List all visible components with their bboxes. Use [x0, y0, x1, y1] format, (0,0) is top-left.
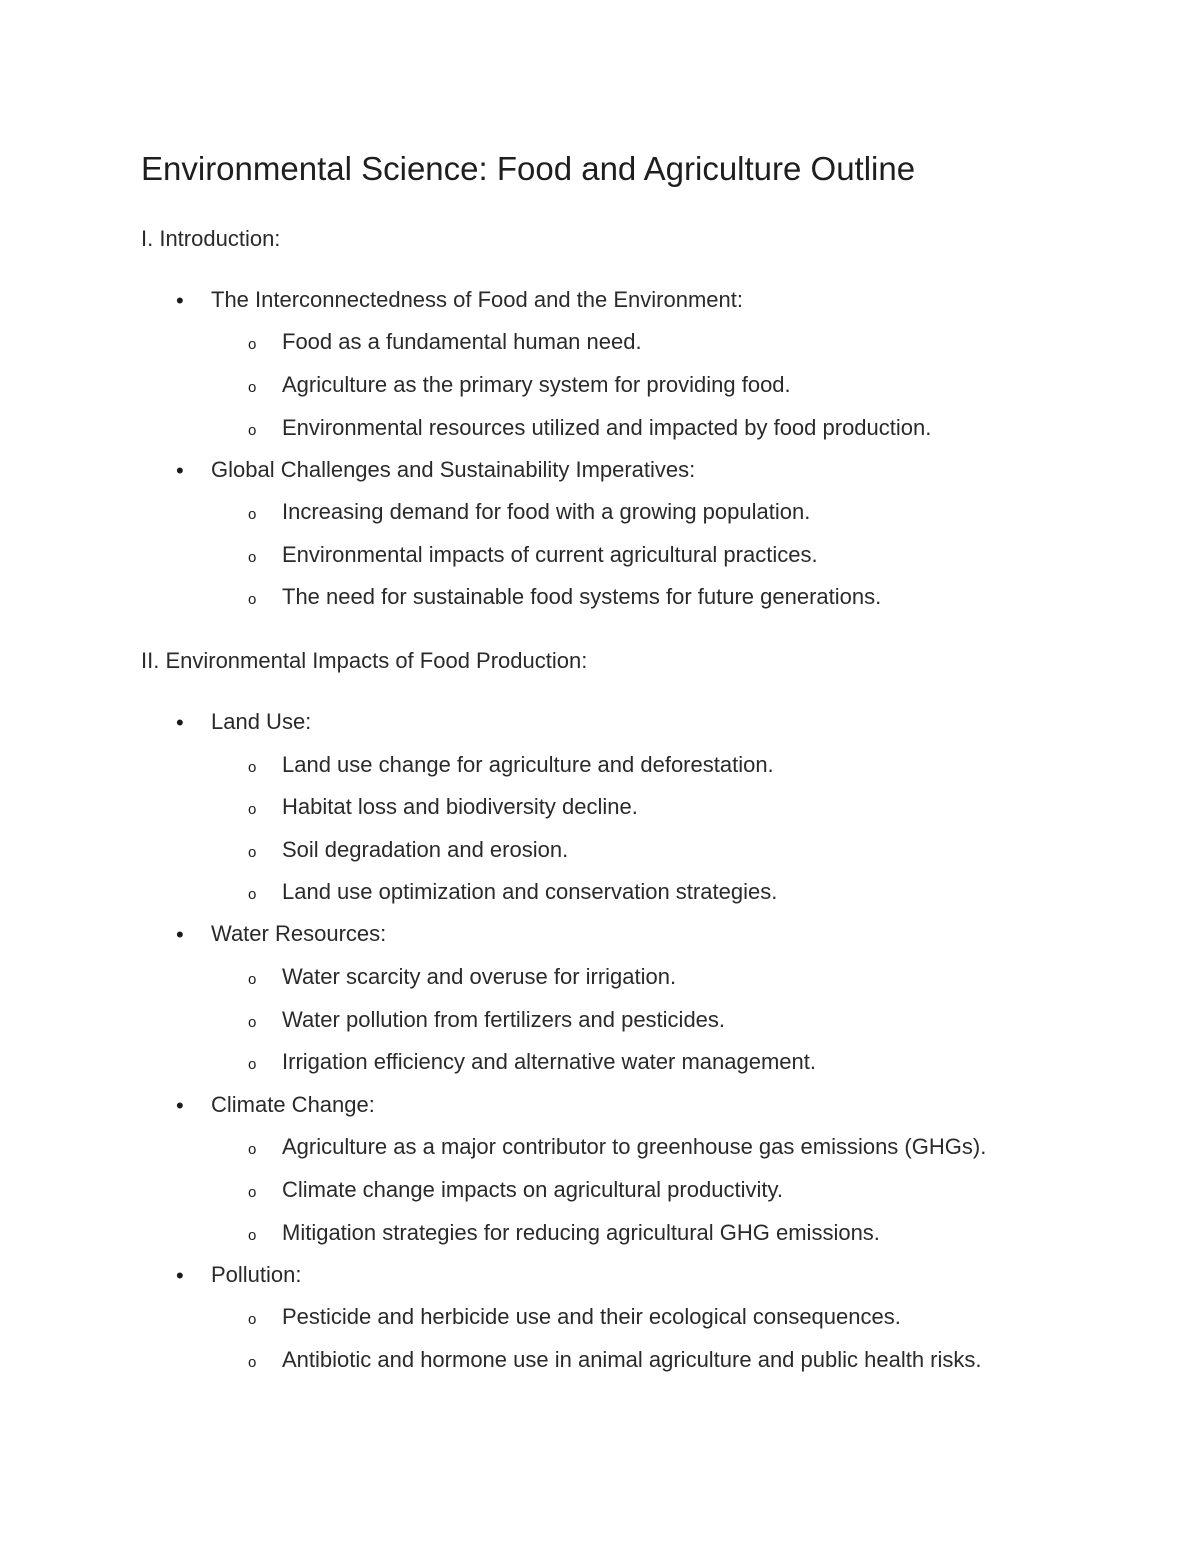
sub-list-item: Land use change for agriculture and deforestation. — [282, 752, 774, 777]
section-heading-introduction: I. Introduction: — [141, 226, 281, 251]
bullet-marker: • — [176, 710, 184, 735]
sub-list-item: Soil degradation and erosion. — [282, 837, 569, 862]
sub-list-item: Environmental resources utilized and impacted by food production. — [282, 415, 932, 440]
list-item: Land Use: — [211, 709, 312, 734]
bullet-marker: • — [176, 1263, 184, 1288]
sub-bullet-marker: o — [248, 1227, 257, 1244]
sub-list-item: Antibiotic and hormone use in animal agriculture and public health risks. — [282, 1347, 982, 1372]
sub-list-item: Increasing demand for food with a growing population. — [282, 499, 811, 524]
sub-bullet-marker: o — [248, 1184, 257, 1201]
sub-bullet-marker: o — [248, 844, 257, 861]
list-item: The Interconnectedness of Food and the Environment: — [211, 287, 743, 312]
sub-bullet-marker: o — [248, 379, 257, 396]
sub-bullet-marker: o — [248, 506, 257, 523]
sub-bullet-marker: o — [248, 801, 257, 818]
sub-list-item: Environmental impacts of current agricultural practices. — [282, 542, 818, 567]
page-title: Environmental Science: Food and Agriculture Outline — [141, 150, 916, 187]
sub-list-item: Habitat loss and biodiversity decline. — [282, 794, 638, 819]
sub-bullet-marker: o — [248, 886, 257, 903]
sub-bullet-marker: o — [248, 336, 257, 353]
sub-bullet-marker: o — [248, 759, 257, 776]
sub-list-item: Mitigation strategies for reducing agricultural GHG emissions. — [282, 1220, 880, 1245]
sub-bullet-marker: o — [248, 1354, 257, 1371]
sub-bullet-marker: o — [248, 422, 257, 439]
bullet-marker: • — [176, 288, 184, 313]
sub-list-item: Land use optimization and conservation strategies. — [282, 879, 778, 904]
sub-bullet-marker: o — [248, 1014, 257, 1031]
sub-list-item: Agriculture as a major contributor to greenhouse gas emissions (GHGs). — [282, 1134, 987, 1159]
bullet-marker: • — [176, 922, 184, 947]
sub-list-item: Agriculture as the primary system for providing food. — [282, 372, 791, 397]
sub-bullet-marker: o — [248, 1311, 257, 1328]
list-item: Pollution: — [211, 1262, 302, 1287]
bullet-marker: • — [176, 1093, 184, 1118]
sub-list-item: Water pollution from fertilizers and pesticides. — [282, 1007, 726, 1032]
sub-list-item: Water scarcity and overuse for irrigation. — [282, 964, 677, 989]
sub-bullet-marker: o — [248, 549, 257, 566]
section-heading-environmental-impacts: II. Environmental Impacts of Food Production: — [141, 648, 588, 673]
list-item: Climate Change: — [211, 1092, 375, 1117]
sub-list-item: Food as a fundamental human need. — [282, 329, 642, 354]
sub-list-item: Irrigation efficiency and alternative water management. — [282, 1049, 816, 1074]
sub-bullet-marker: o — [248, 1141, 257, 1158]
sub-list-item: Pesticide and herbicide use and their ecological consequences. — [282, 1304, 901, 1329]
list-item: Water Resources: — [211, 921, 387, 946]
sub-bullet-marker: o — [248, 971, 257, 988]
list-item: Global Challenges and Sustainability Imperatives: — [211, 457, 696, 482]
sub-bullet-marker: o — [248, 1056, 257, 1073]
sub-list-item: Climate change impacts on agricultural productivity. — [282, 1177, 783, 1202]
bullet-marker: • — [176, 458, 184, 483]
sub-list-item: The need for sustainable food systems for future generations. — [282, 584, 882, 609]
sub-bullet-marker: o — [248, 591, 257, 608]
